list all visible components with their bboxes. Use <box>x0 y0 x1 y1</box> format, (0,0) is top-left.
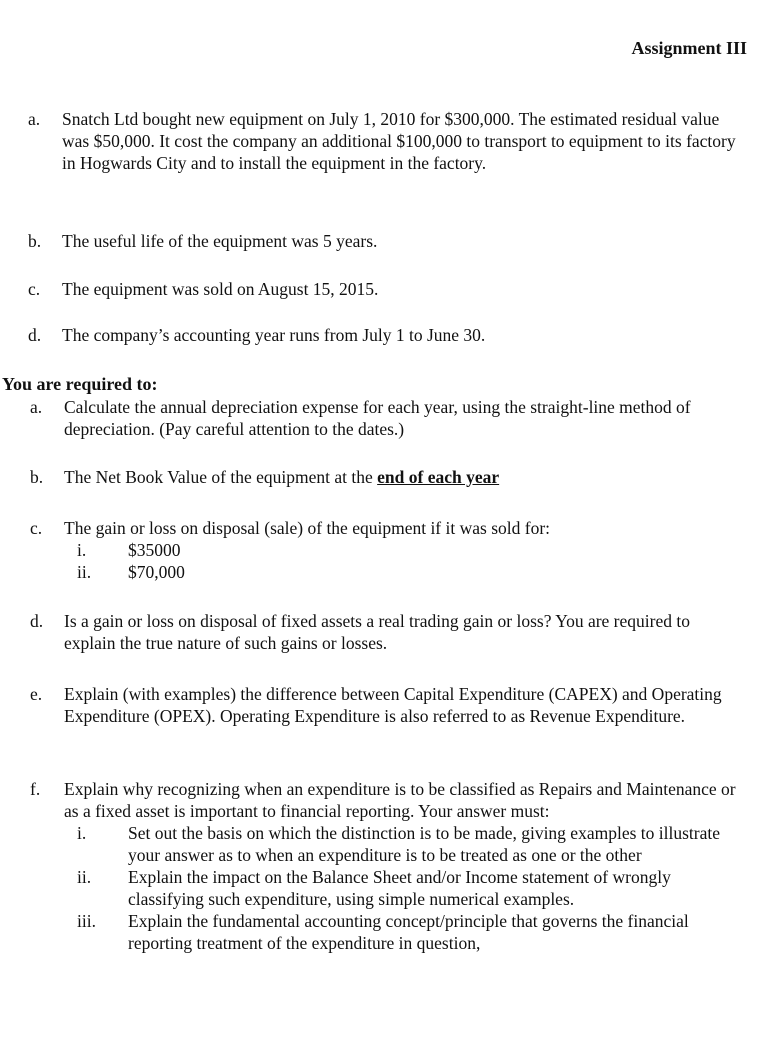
sub-item <box>64 539 745 561</box>
sub-marker: i. <box>77 540 87 560</box>
fact-text: The equipment was sold on August 15, 2015. <box>62 279 379 299</box>
fact-text: Snatch Ltd bought new equipment on July 1, 2010 for $300,000. The estimated residual value was $50,000. It cost the company an additional $100,000 to transport to equipment to its factory in Hogwards City and to install the equipment in the factory. <box>62 109 736 173</box>
requirement-text: Calculate the annual depreciation expense for each year, using the straight-line method of depreciation. (Pay careful attention to the dates.) <box>64 397 691 439</box>
sub-marker: iii. <box>77 911 96 931</box>
emphasis-text: end of each year <box>377 467 500 487</box>
requirement-text: Explain why recognizing when an expenditure is to be classified as Repairs and Maintenance or as a fixed asset is important to financial reporting. Your answer must: <box>64 779 736 821</box>
sub-text: $70,000 <box>128 562 185 582</box>
sub-marker: ii. <box>77 562 92 582</box>
sub-text: Explain the impact on the Balance Sheet and/or Income statement of wrongly classifying such expenditure, using simple numerical examples. <box>128 867 671 909</box>
sub-text: $35000 <box>128 540 181 560</box>
fact-item-a <box>28 108 743 174</box>
requirement-text <box>64 466 745 488</box>
sub-item <box>64 822 745 866</box>
requirement-text: Is a gain or loss on disposal of fixed assets a real trading gain or loss? You are required to explain the true nature of such gains or losses. <box>64 611 690 653</box>
requirement-text-plain: The Net Book Value of the equipment at the <box>64 467 378 487</box>
fact-item-d <box>28 324 743 346</box>
requirement-text: Explain (with examples) the difference between Capital Expenditure (CAPEX) and Operating Expenditure (OPEX). Operating Expenditure is also referred to as Revenue Expenditure. <box>64 684 722 726</box>
fact-marker: b. <box>28 231 42 251</box>
sub-text: Set out the basis on which the distinction is to be made, giving examples to illustrate your answer as to when an expenditure is to be treated as one or the other <box>128 823 720 865</box>
assignment-title: Assignment III <box>631 38 747 58</box>
fact-item-b <box>28 230 743 252</box>
requirement-marker: f. <box>30 779 41 799</box>
fact-marker: a. <box>28 109 41 129</box>
fact-text: The company’s accounting year runs from July 1 to June 30. <box>62 325 486 345</box>
requirement-marker: a. <box>30 397 43 417</box>
requirement-marker: c. <box>30 518 43 538</box>
requirement-marker: b. <box>30 467 44 487</box>
requirement-marker: d. <box>30 611 44 631</box>
fact-marker: d. <box>28 325 42 345</box>
requirement-a <box>30 396 745 440</box>
sub-marker: ii. <box>77 867 92 887</box>
requirement-marker: e. <box>30 684 43 704</box>
fact-text: The useful life of the equipment was 5 years. <box>62 231 378 251</box>
requirement-b <box>30 466 745 488</box>
sub-item <box>64 866 745 910</box>
fact-item-c <box>28 278 743 300</box>
requirement-d <box>30 610 745 654</box>
sub-item <box>64 910 745 954</box>
sub-marker: i. <box>77 823 87 843</box>
requirement-e <box>30 683 745 727</box>
sub-text: Explain the fundamental accounting concept/principle that governs the financial reporting treatment of the expenditure in question, <box>128 911 689 953</box>
requirement-f <box>30 778 745 954</box>
requirement-text: The gain or loss on disposal (sale) of the equipment if it was sold for: <box>64 518 551 538</box>
required-heading: You are required to: <box>2 374 158 394</box>
requirement-c <box>30 517 745 583</box>
fact-marker: c. <box>28 279 41 299</box>
sub-item <box>64 561 745 583</box>
